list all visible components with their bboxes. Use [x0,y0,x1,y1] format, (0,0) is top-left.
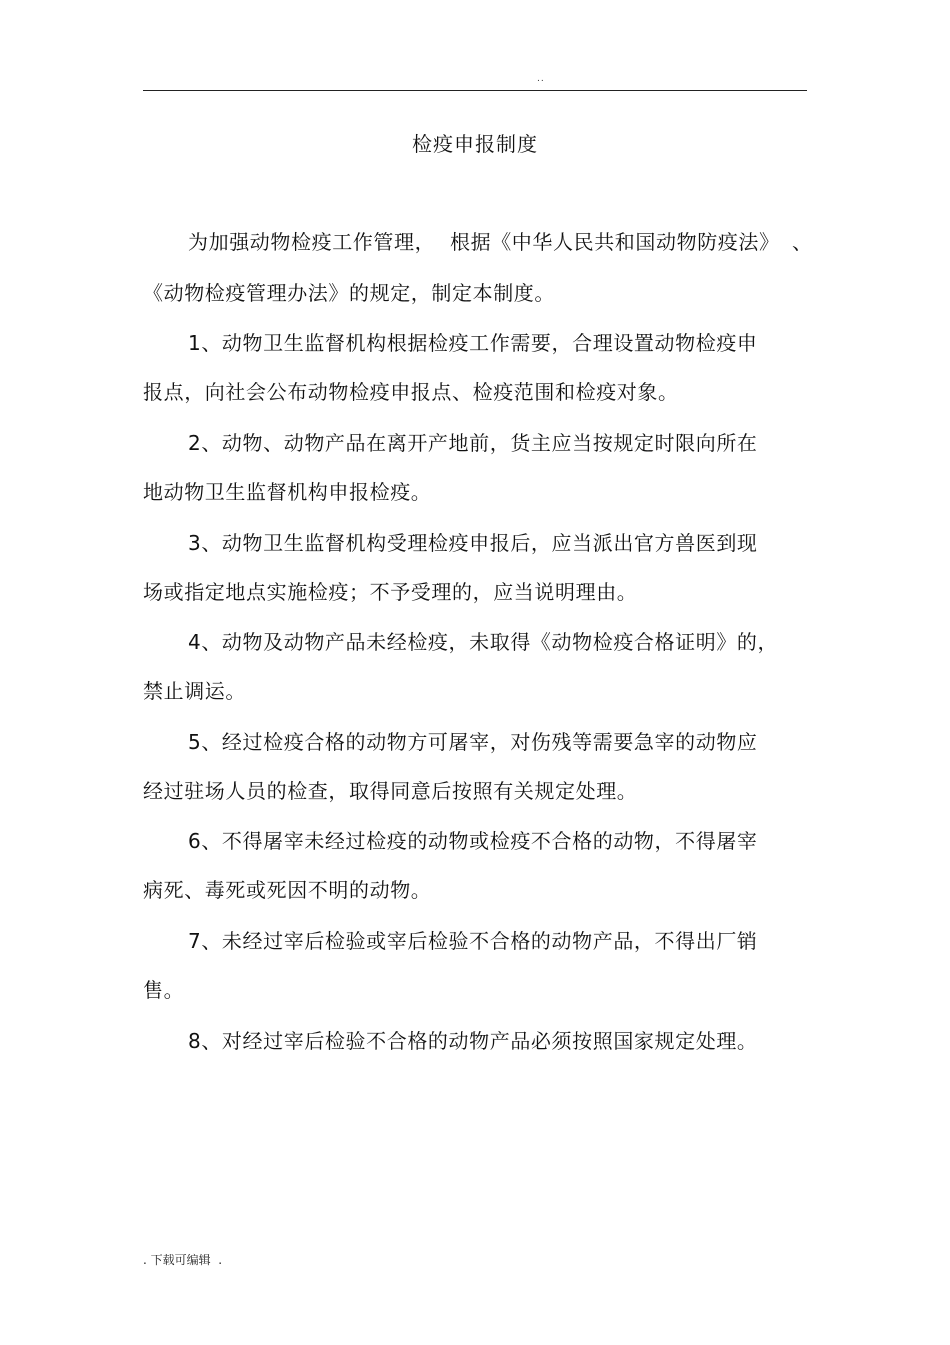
clause-2-line-1: 2、动物、动物产品在离开产地前，货主应当按规定时限向所在 [188,431,758,455]
intro-line-1c: 、 [792,230,813,254]
clause-4-line-1: 4、动物及动物产品未经检疫，未取得《动物检疫合格证明》的， [188,630,779,654]
clause-5-line-1: 5、经过检疫合格的动物方可屠宰，对伤残等需要急宰的动物应 [188,730,758,754]
clause-1-line-2: 报点，向社会公布动物检疫申报点、检疫范围和检疫对象。 [143,380,679,404]
intro-line-2: 《动物检疫管理办法》的规定，制定本制度。 [143,281,555,305]
clause-3-line-2: 场或指定地点实施检疫；不予受理的，应当说明理由。 [143,580,638,604]
clause-4-line-2: 禁止调运。 [143,679,246,703]
clause-3-line-1: 3、动物卫生监督机构受理检疫申报后，应当派出官方兽医到现 [188,531,758,555]
clause-7-line-1: 7、未经过宰后检验或宰后检验不合格的动物产品，不得出厂销 [188,929,758,953]
clause-5-line-2: 经过驻场人员的检查，取得同意后按照有关规定处理。 [143,779,638,803]
clause-2-line-2: 地动物卫生监督机构申报检疫。 [143,480,432,504]
header-rule [143,90,807,91]
clause-1-line-1: 1、动物卫生监督机构根据检疫工作需要，合理设置动物检疫申 [188,331,758,355]
intro-line-1b: 根据《中华人民共和国动物防疫法》 [450,230,780,254]
clause-6-line-2: 病死、毒死或死因不明的动物。 [143,878,432,902]
header-mark: .. [537,74,545,84]
clause-6-line-1: 6、不得屠宰未经过检疫的动物或检疫不合格的动物，不得屠宰 [188,829,758,853]
intro-line-1a: 为加强动物检疫工作管理， [188,230,436,254]
clause-8-line-1: 8、对经过宰后检验不合格的动物产品必须按照国家规定处理。 [188,1029,758,1053]
document-title: 检疫申报制度 [412,132,538,156]
footer-note: . 下载可编辑 . [143,1253,223,1267]
clause-7-line-2: 售。 [143,978,185,1002]
